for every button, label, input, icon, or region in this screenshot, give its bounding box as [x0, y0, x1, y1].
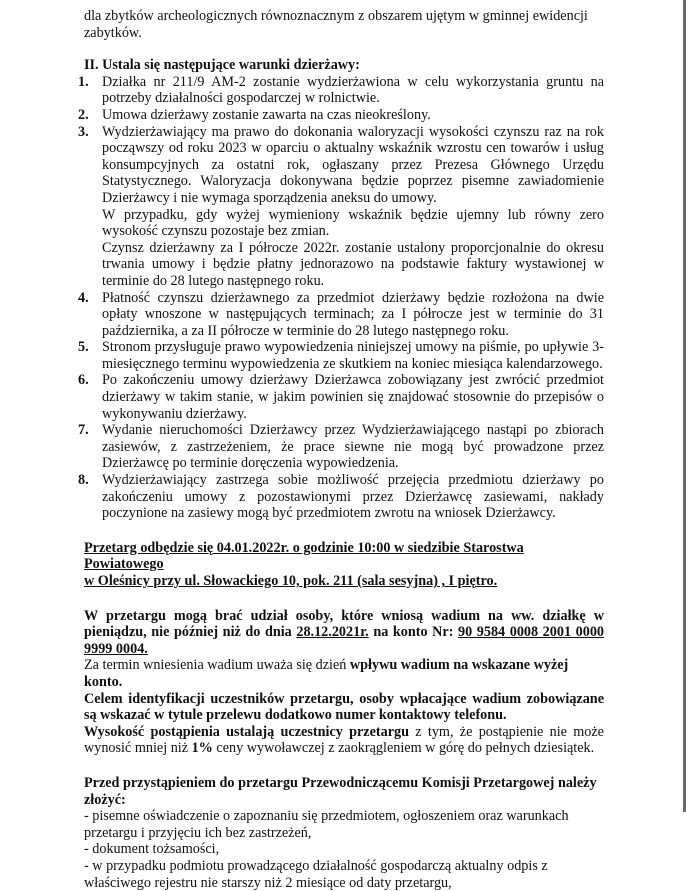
- deposit-deadline: 28.12.2021r.: [296, 624, 369, 641]
- item-number: 7.: [78, 422, 89, 439]
- deposit-date-text-a: Za termin wniesienia wadium uważa się dzień: [84, 657, 350, 674]
- requirements-heading: Przed przystąpieniem do przetargu Przewodniczącemu Komisji Przetargowej należy złożyć:: [84, 774, 597, 808]
- item-text: Stronom przysługuje prawo wypowiedzenia niniejszej umowy na piśmie, po upływie 3-miesięcznego terminu wypowiedzenia ze skutkiem na koniec miesiąca kalendarzowego.: [102, 339, 604, 372]
- requirement-item-1: - pisemne oświadczenie o zapoznaniu się przedmiotem, ogłoszeniem oraz warunkach przetargu i przyjęciu ich bez zastrzeżeń,: [84, 808, 569, 841]
- condition-item-7: [78, 422, 604, 472]
- condition-item-4: [78, 290, 604, 340]
- intro-line-1: dla zbytków archeologicznych równoznacznym z obszarem ujętym w gminnej ewidencji: [84, 8, 588, 24]
- deposit-date-text-b: wpływu wadium na wskazane wyżej konto.: [84, 657, 569, 690]
- item-text: Wydzierżawiający ma prawo do dokonania waloryzacji wysokości czynszu raz na rok począwszy od roku 2023 w oparciu o aktualny wskaźnik wzrostu cen towarów i usług konsumpcyjnych za ostatni rok, ogłaszany przez Prezesa Głównego Urzędu Statystycznego. Waloryzacja dokonywana będzie poprzez pisemne zawiadomienie Dzierżawcy i nie wymaga sporządzenia aneksu do umowy.: [102, 123, 604, 206]
- item-text: Płatność czynszu dzierżawnego za przedmiot dzierżawy będzie rozłożona na dwie opłaty wnoszone w następujących terminach; za I półrocze jest w terminie do 31 października, a za II półrocze w terminie do 28 lutego następnego roku.: [102, 289, 604, 339]
- deposit-paragraph: [84, 608, 604, 658]
- condition-item-5: [78, 339, 604, 372]
- meeting-line-1: Przetarg odbędzie się 04.01.2022r. o godzinie 10:00 w siedzibie Starostwa Powiatowego: [84, 539, 524, 573]
- requirement-item-2: - dokument tożsamości,: [84, 841, 220, 858]
- intro-line-2: zabytków.: [84, 24, 142, 41]
- item-text: Działka nr 211/9 AM-2 zostanie wydzierżawiona w celu wykorzystania gruntu na potrzeby działalności gospodarczej w rolnictwie.: [102, 73, 604, 107]
- item-number: 1.: [78, 73, 89, 90]
- item-text: Wydzierżawiający zastrzega sobie możliwość przejęcia przedmiotu dzierżawy po zakończeniu umowy z pozostawionymi przez Dzierżawcę zasiewami, nakłady poczynione na zasiewy mogą być przedmiotem zwrotu na wniosek Dzierżawcy.: [102, 472, 604, 522]
- increment-text-a: Wysokość postąpienia ustalają uczestnicy przetargu: [84, 723, 409, 740]
- item-number: 8.: [78, 472, 89, 489]
- deposit-date-paragraph: [84, 657, 604, 690]
- auction-meeting-info: [84, 540, 604, 590]
- bank-account-number: 90 9584 0008 2001 0000 9999 0004.: [84, 624, 604, 657]
- conditions-list: [78, 73, 604, 522]
- item-subparagraph-1: W przypadku, gdy wyżej wymieniony wskaźnik będzie ujemny lub równy zero wysokość czynszu pozostaje bez zmian.: [102, 206, 604, 240]
- requirements-section: [84, 775, 604, 891]
- condition-item-1: [78, 74, 604, 107]
- condition-item-2: [78, 107, 604, 124]
- item-text: Po zakończeniu umowy dzierżawy Dzierżawca zobowiązany jest zwrócić przedmiot dzierżawy w takim stanie, w jakim powinien się znajdować stosownie do przepisów o wykonywaniu dzierżawy.: [102, 372, 604, 422]
- intro-paragraph: [84, 8, 606, 41]
- increment-percent: 1%: [191, 740, 213, 757]
- increment-text-c: ceny wywoławczej z zaokrągleniem w górę do pełnych dziesiątek.: [212, 740, 595, 757]
- item-number: 5.: [78, 339, 89, 356]
- condition-item-3: [78, 124, 604, 290]
- deposit-text-b: na konto Nr:: [368, 624, 458, 641]
- item-number: 6.: [78, 372, 89, 389]
- meeting-line-2: w Oleśnicy przy ul. Słowackiego 10, pok. 211 (sala sesyjna) , I piętro.: [84, 573, 498, 589]
- condition-item-8: [78, 472, 604, 522]
- requirement-item-3: - w przypadku podmiotu prowadzącego działalność gospodarczą aktualny odpis z właściwego rejestru nie starszy niż 2 miesiące od daty przetargu,: [84, 857, 548, 891]
- deposit-section: [84, 608, 604, 757]
- condition-item-6: [78, 372, 604, 422]
- item-text: Wydanie nieruchomości Dzierżawcy przez Wydzierżawiającego nastąpi po zbiorach zasiewów, z zastrzeżeniem, że prace siewne nie mogą być prowadzone przez Dzierżawcę po terminie doręczenia wypowiedzenia.: [102, 422, 604, 472]
- increment-text-b: z tym, że postąpienie nie może wynosić mniej niż: [84, 723, 604, 757]
- increment-paragraph: [84, 724, 604, 757]
- item-number: 2.: [78, 106, 89, 123]
- item-number: 3.: [78, 123, 89, 140]
- item-number: 4.: [78, 289, 89, 306]
- item-subparagraph-2: Czynsz dzierżawny za I półrocze 2022r. zostanie ustalony proporcjonalnie do okresu trwania umowy i będzie płatny jednorazowo na podstawie faktury wystawionej w terminie do 28 lutego następnego roku.: [102, 239, 604, 289]
- deposit-text-a: W przetargu mogą brać udział osoby, które wniosą wadium na ww. działkę w pieniądzu, nie później niż do dnia: [84, 607, 604, 641]
- identification-paragraph: Celem identyfikacji uczestników przetargu, osoby wpłacające wadium zobowiązane są wskazać w tytule przelewu dodatkowo numer kontaktowy telefonu.: [84, 690, 604, 724]
- item-text: Umowa dzierżawy zostanie zawarta na czas nieokreślony.: [102, 106, 431, 123]
- section-heading: II. Ustala się następujące warunki dzierżawy:: [84, 57, 360, 74]
